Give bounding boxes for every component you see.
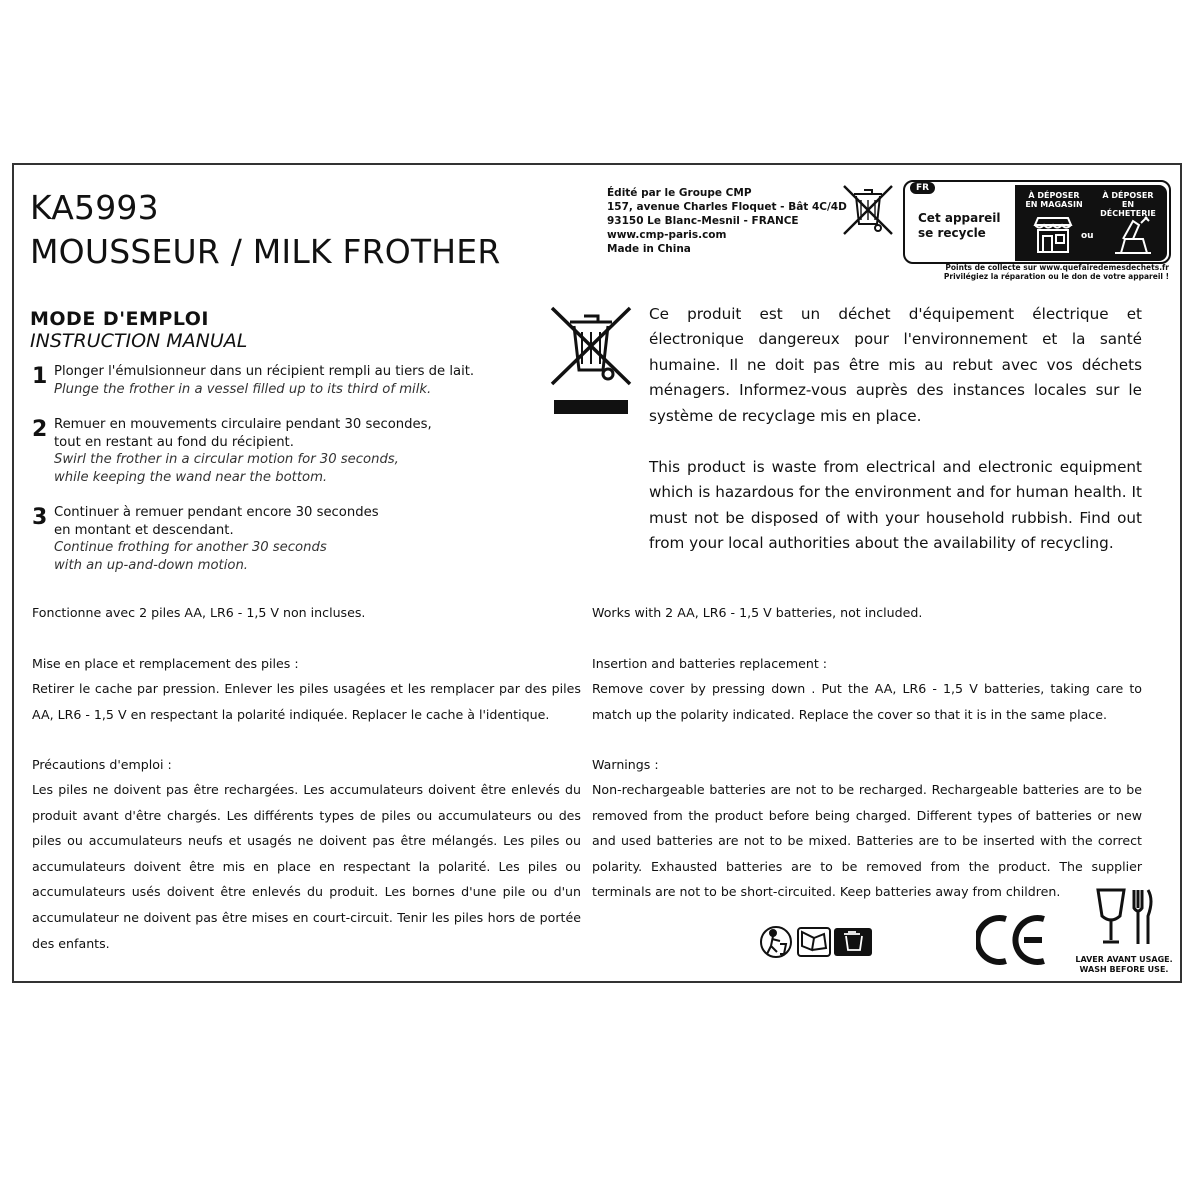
- battery-warn-title-en: Warnings :: [592, 757, 659, 772]
- publisher-line: www.cmp-paris.com: [607, 229, 727, 241]
- wash-before-use-text: LAVER AVANT USAGE. WASH BEFORE USE.: [1075, 955, 1173, 974]
- ce-mark-icon: [976, 913, 1050, 967]
- triman-main-text: Cet appareil se recycle: [918, 211, 1001, 240]
- battery-insert-body-en: Remove cover by pressing down . Put the AA, LR6 - 1,5 V batteries, taking care to match up the polarity indicated. Replace the cover so that it is in the same place.: [592, 681, 1142, 722]
- step-text: Remuer en mouvements circulaire pendant 30 secondes, tout en restant au fond du récipient. Swirl the frother in a circular motion for 30 seconds, while keeping the wand near the bottom.: [54, 417, 432, 485]
- weee-text-en: This product is waste from electrical and electronic equipment which is hazardous for the environment and for human health. It must not be disposed of with your household rubbish. Find out from your local authorities about the availability of recycling.: [649, 458, 1142, 553]
- glass-fork-icon: [1092, 886, 1156, 950]
- step-number: 3: [32, 505, 48, 530]
- instructions-title: MODE D'EMPLOI: [30, 308, 209, 330]
- battery-warn-title-fr: Précautions d'emploi :: [32, 757, 172, 772]
- product-code: KA5993: [30, 188, 159, 227]
- battery-insert-title-en: Insertion and batteries replacement :: [592, 656, 828, 671]
- shop-icon: [1031, 215, 1075, 255]
- battery-works-en: Works with 2 AA, LR6 - 1,5 V batteries, not included.: [592, 605, 923, 620]
- battery-works-fr: Fonctionne avec 2 piles AA, LR6 - 1,5 V non incluses.: [32, 605, 366, 620]
- store-label: À DÉPOSER EN MAGASIN: [1025, 191, 1083, 209]
- step-text: Plonger l'émulsionneur dans un récipient rempli au tiers de lait. Plunge the frother in a vessel filled up to its third of milk.: [54, 364, 475, 397]
- publisher-line: Édité par le Groupe CMP: [607, 187, 752, 199]
- publisher-info: [607, 186, 847, 256]
- triman-options: [1015, 185, 1167, 261]
- triman-note: Points de collecte sur www.quefairedemesdechets.fr Privilégiez la réparation ou le don de votre appareil !: [943, 263, 1169, 281]
- publisher-line: 93150 Le Blanc-Mesnil - FRANCE: [607, 215, 799, 227]
- recycling-center-icon: [1111, 213, 1155, 257]
- dump-label: À DÉPOSER EN DÉCHETERIE: [1100, 191, 1156, 218]
- battery-insert-body-fr: Retirer le cache par pression. Enlever les piles usagées et les remplacer par des piles AA, LR6 - 1,5 V en respectant la polarité indiquée. Replacer le cache à l'identique.: [32, 681, 581, 722]
- weee-bin-small-icon: [838, 180, 898, 240]
- tidyman-recycle-icons: [758, 922, 874, 962]
- product-title: [30, 186, 500, 274]
- battery-insert-title-fr: Mise en place et remplacement des piles :: [32, 656, 299, 671]
- country-badge: FR: [910, 182, 935, 194]
- or-label: ou: [1081, 231, 1094, 241]
- instructions-subtitle: INSTRUCTION MANUAL: [30, 330, 248, 352]
- step-number: 1: [32, 364, 48, 389]
- step-number: 2: [32, 417, 48, 442]
- battery-warn-body-en: Non-rechargeable batteries are not to be recharged. Rechargeable batteries are to be removed from the product before being charged. Different types of batteries or new and used batteries are not to be mixed. Batteries are to be inserted with the correct polarity. Exhausted batteries are to be removed from the product. The supplier terminals are not to be short-circuited. Keep batteries away from children.: [592, 782, 1142, 900]
- product-name: MOUSSEUR / MILK FROTHER: [30, 232, 501, 271]
- step-text: Continuer à remuer pendant encore 30 secondes en montant et descendant. Continue frothing for another 30 seconds with an up-and-down motion.: [54, 505, 379, 573]
- weee-text-fr: Ce produit est un déchet d'équipement électrique et électronique dangereux pour l'environnement et la santé humaine. Il ne doit pas être mis au rebut avec vos déchets ménagers. Informez-vous auprès des instances locales sur le système de recyclage mis en place.: [649, 305, 1142, 425]
- publisher-line: 157, avenue Charles Floquet - Bât 4C/4D: [607, 201, 847, 213]
- publisher-line: Made in China: [607, 243, 691, 255]
- weee-bin-icon: [548, 304, 634, 420]
- battery-warn-body-fr: Les piles ne doivent pas être rechargées. Les accumulateurs doivent être enlevés du produit avant d'être chargés. Les différents types de piles ou accumulateurs ou des piles ou accumulateurs neufs et usagés ne doivent pas être mélangés. Les piles ou accumulateurs doivent être mis en place en respectant la polarité. Les piles ou accumulateurs usés doivent être enlevés du produit. Les bornes d'une pile ou d'un accumulateur ne doivent pas être mises en court-circuit. Tenir les piles hors de portée des enfants.: [32, 782, 581, 951]
